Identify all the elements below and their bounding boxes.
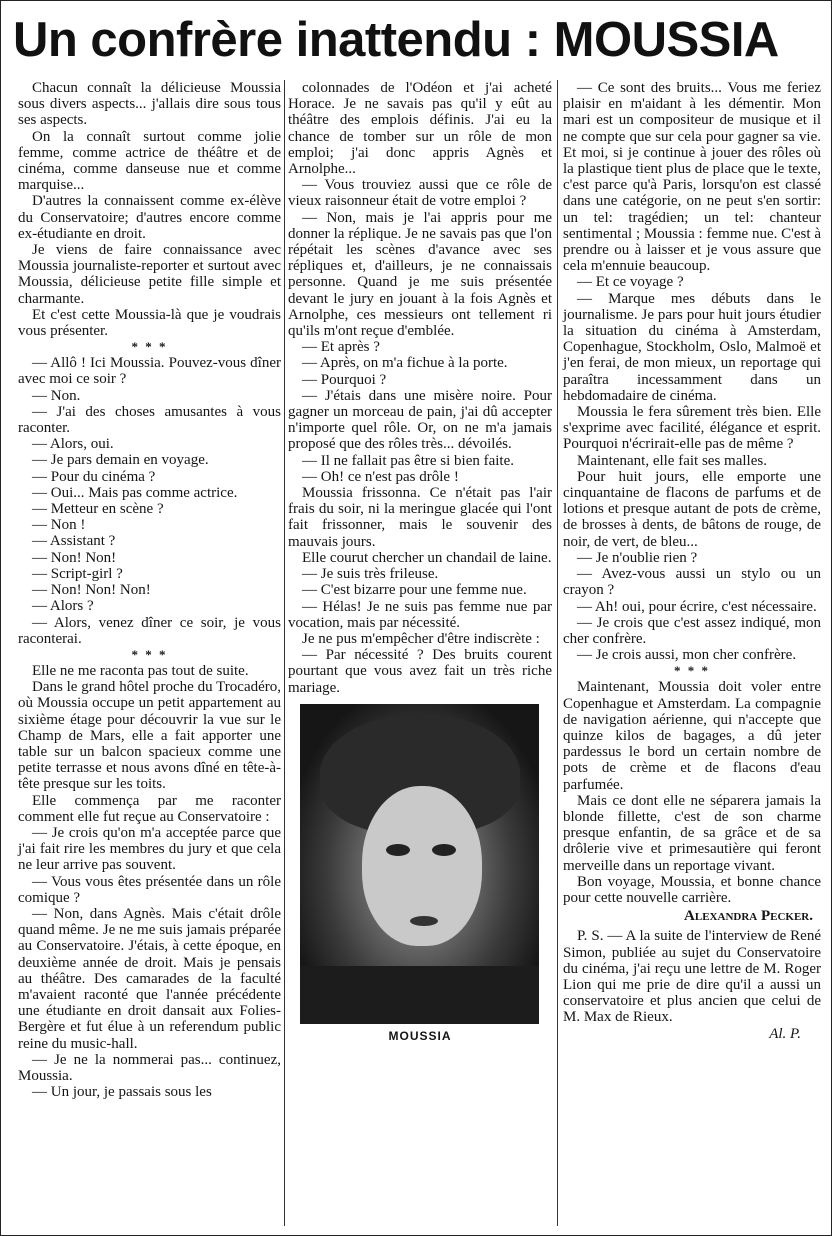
intro-paragraphs bbox=[18, 80, 281, 339]
paragraph: — Je ne la nommerai pas... continuez, Moussia. bbox=[18, 1051, 281, 1084]
headline: Un confrère inattendu : MOUSSIA bbox=[13, 13, 779, 67]
column-2-text bbox=[288, 80, 552, 696]
paragraph: — Alors, oui. bbox=[32, 436, 114, 453]
postscript-initials: Al. P. bbox=[769, 1025, 801, 1042]
paragraph: — Allô ! Ici Moussia. Pouvez-vous dîner avec moi ce soir ? bbox=[18, 355, 281, 388]
paragraph: — Un jour, je passais sous les bbox=[32, 1084, 212, 1101]
paragraph: Maintenant, Moussia doit voler entre Copenhague et Amsterdam. La compagnie de navigation aérienne, qui n'accepte que quinze kilos de bagages, a dû jeter pardessus le bord un certain nombre de pots de crème et de flacons d'eau parfumée. bbox=[563, 679, 821, 793]
column-3 bbox=[563, 80, 821, 1042]
paragraph: — C'est bizarre pour une femme nue. bbox=[302, 582, 527, 599]
paragraph: Dans le grand hôtel proche du Trocadéro, où Moussia occupe un petit appartement au sixième étage pour découvrir la vue sur le Champ de Mars, elle a fait apporter une table sur un balcon spacieux comme une petite terrasse et nous avons dîné en tête-à-tête presque sur les toits. bbox=[18, 679, 281, 793]
paragraph: — Après, on m'a fichue à la porte. bbox=[302, 355, 508, 372]
paragraph: Bon voyage, Moussia, et bonne chance pour cette nouvelle carrière. bbox=[563, 873, 821, 906]
paragraph: — Vous trouviez aussi que ce rôle de vieux raisonneur était de votre emploi ? bbox=[288, 177, 552, 210]
separator-stars: * * * bbox=[131, 646, 168, 662]
paragraph: — Hélas! Je ne suis pas femme nue par vocation, mais par nécessité. bbox=[288, 598, 552, 631]
column-3-text bbox=[563, 80, 821, 663]
paragraph: Chacun connaît la délicieuse Moussia sous divers aspects... j'allais dire sous tous ses aspects. bbox=[18, 80, 281, 129]
paragraph: — Et après ? bbox=[302, 339, 380, 356]
paragraph: — Non! Non! bbox=[32, 549, 117, 566]
paragraph: — Pour du cinéma ? bbox=[32, 468, 156, 485]
paragraph: — Oh! ce n'est pas drôle ! bbox=[302, 468, 459, 485]
column-1 bbox=[18, 80, 281, 1100]
paragraph: Et c'est cette Moussia-là que je voudrais vous présenter. bbox=[18, 306, 281, 340]
paragraph: Elle courut chercher un chandail de laine. bbox=[302, 549, 552, 566]
paragraph: — J'étais dans une misère noire. Pour gagner un morceau de pain, j'ai dû accepter n'importe quel rôle. Or, on ne m'a jamais proposé que des rôles très... dévoilés. bbox=[288, 387, 552, 453]
paragraph: — Non. bbox=[32, 387, 81, 404]
paragraph: — J'ai des choses amusantes à vous raconter. bbox=[18, 403, 281, 437]
paragraph: — Alors, venez dîner ce soir, je vous raconterai. bbox=[18, 614, 281, 647]
column-2 bbox=[288, 80, 552, 1044]
paragraph: — Vous vous êtes présentée dans un rôle comique ? bbox=[18, 873, 281, 906]
paragraph: On la connaît surtout comme jolie femme, comme actrice de théâtre et de cinéma, comme danseuse nue et comme marquise... bbox=[18, 128, 281, 194]
paragraph: Je viens de faire connaissance avec Moussia journaliste-reporter et surtout avec Moussia, délicieuse petite fille simple et charmante. bbox=[18, 242, 281, 307]
paragraph: — Et ce voyage ? bbox=[577, 274, 684, 291]
paragraph: — Script-girl ? bbox=[32, 565, 123, 582]
separator-stars: * * * bbox=[674, 663, 710, 679]
paragraph: — Par nécessité ? Des bruits courent pourtant que vous avez fait un très riche mariage. bbox=[288, 647, 552, 696]
paragraph: — Ah! oui, pour écrire, c'est nécessaire. bbox=[577, 598, 817, 615]
paragraph: Maintenant, elle fait ses malles. bbox=[577, 452, 767, 469]
paragraph: — Je suis très frileuse. bbox=[302, 566, 439, 583]
paragraph: — Je n'oublie rien ? bbox=[577, 549, 698, 566]
paragraph: — Assistant ? bbox=[32, 533, 116, 550]
paragraph: — Il ne fallait pas être si bien faite. bbox=[302, 452, 514, 469]
paragraph: — Alors ? bbox=[32, 598, 94, 615]
paragraph: Elle ne me raconta pas tout de suite. bbox=[32, 662, 249, 679]
paragraph: — Avez-vous aussi un stylo ou un crayon ? bbox=[563, 566, 821, 599]
paragraph: — Je crois que c'est assez indiqué, mon cher confrère. bbox=[563, 614, 821, 647]
dialogue-phone bbox=[18, 355, 281, 647]
column-rule bbox=[557, 80, 558, 1226]
portrait-photo bbox=[300, 704, 539, 1024]
paragraph: — Metteur en scène ? bbox=[32, 501, 164, 518]
column-3-closing bbox=[563, 679, 821, 906]
paragraph: D'autres la connaissent comme ex-élève du Conservatoire; d'autres encore comme ex-étudiante en droit. bbox=[18, 193, 281, 242]
paragraph: — Ce sont des bruits... Vous me feriez plaisir en m'aidant à les démentir. Mon mari est un compositeur de musique et il ne compte que sur cela pour gagner sa vie. Et moi, si je continue à jouer des rôles où la plastique tient plus de place que le texte, c'est parce qu'à Paris, lorsqu'on est classé dans une catégorie, on ne peut s'en sortir: un tel: tragédien; un tel: chanteur sentimental ; Moussia : femme nue. C'est à prendre ou à laisser et je vous assure que cela m'ennuie beaucoup. bbox=[563, 80, 821, 275]
paragraph: — Je pars demain en voyage. bbox=[32, 452, 209, 469]
paragraph: — Non, mais je l'ai appris pour me donner la réplique. Je ne savais pas que l'on répétait les scènes d'avance avec ses répliques et, d'ailleurs, je ne connaissais personne. Quand je me suis présentée devant le jury en jouant à la fois Agnès et Arnolphe, ces messieurs ont tellement ri qu'ils m'ont reçue d'emblée. bbox=[288, 209, 552, 340]
paragraph: — Pourquoi ? bbox=[302, 371, 387, 388]
paragraph: — Non ! bbox=[32, 517, 86, 534]
paragraph: Pour huit jours, elle emporte une cinquantaine de flacons de parfums et de lotions et presque autant de pots de crème, de brosses à dents, de bâtons de rouge, de noir, de vert, de bleu... bbox=[563, 468, 821, 550]
paragraph: Moussia le fera sûrement très bien. Elle s'exprime avec facilité, élégance et esprit. Pourquoi n'écrirait-elle pas de même ? bbox=[563, 404, 821, 453]
dialogue-dinner bbox=[18, 663, 281, 1100]
photo-caption: MOUSSIA bbox=[388, 1028, 452, 1043]
paragraph: — Je crois aussi, mon cher confrère. bbox=[577, 647, 797, 664]
paragraph: Elle commença par me raconter comment elle fut reçue au Conservatoire : bbox=[18, 792, 281, 825]
paragraph: Mais ce dont elle ne séparera jamais la blonde fillette, c'est de son charme presque enfantin, de sa grâce et de sa drôlerie vive et primesautière qui feront merveille dans un reportage vivant. bbox=[563, 792, 821, 874]
paragraph: — Non, dans Agnès. Mais c'était drôle quand même. Je ne me suis jamais préparée au Conservatoire. J'étais, à cette époque, en deuxième année de droit. Mais je pensais au théâtre. Des camarades de la faculté m'avaient raconté que l'année précédente une étudiante en droit dansait aux Folies-Bergère et fut élue à un referendum public reine du music-hall. bbox=[18, 905, 281, 1052]
author-signature: Alexandra Pecker. bbox=[684, 908, 813, 925]
paragraph: — Oui... Mais pas comme actrice. bbox=[32, 484, 238, 501]
separator-stars: * * * bbox=[131, 339, 168, 355]
paragraph: Moussia frissonna. Ce n'était pas l'air frais du soir, ni la meringue glacée qui l'ont fait frissonner, mais le souvenir des mauvais jours. bbox=[288, 485, 552, 550]
paragraph: — Non! Non! Non! bbox=[32, 582, 151, 599]
column-rule bbox=[284, 80, 285, 1226]
paragraph: — Marque mes débuts dans le journalisme. Je pars pour huit jours étudier la situation du cinéma à Amsterdam, Copenhague, Stockholm, Oslo, Malmoë et j'en ferai, de mon mieux, un reportage qui paraîtra incessamment dans un hebdomadaire de cinéma. bbox=[563, 290, 821, 404]
paragraph: Je ne pus m'empêcher d'être indiscrète : bbox=[302, 630, 540, 647]
paragraph: — Je crois qu'on m'a acceptée parce que j'ai fait rire les membres du jury et que cela ne leur arrive pas souvent. bbox=[18, 824, 281, 874]
postscript: P. S. — A la suite de l'interview de René Simon, publiée au sujet du Conservatoire du cinéma, j'ai reçu une lettre de M. Roger Lion qui me prie de dire qu'il a aussi un conservatoire et plus ancien que celui de M. Max de Rieux. bbox=[563, 928, 821, 1026]
paragraph: colonnades de l'Odéon et j'ai acheté Horace. Je ne savais pas qu'il y eût au théâtre des emplois définis. J'ai eu la chance de tomber sur un rôle de mon emploi; j'ai donc appris Agnès et Arnolphe... bbox=[288, 80, 552, 178]
